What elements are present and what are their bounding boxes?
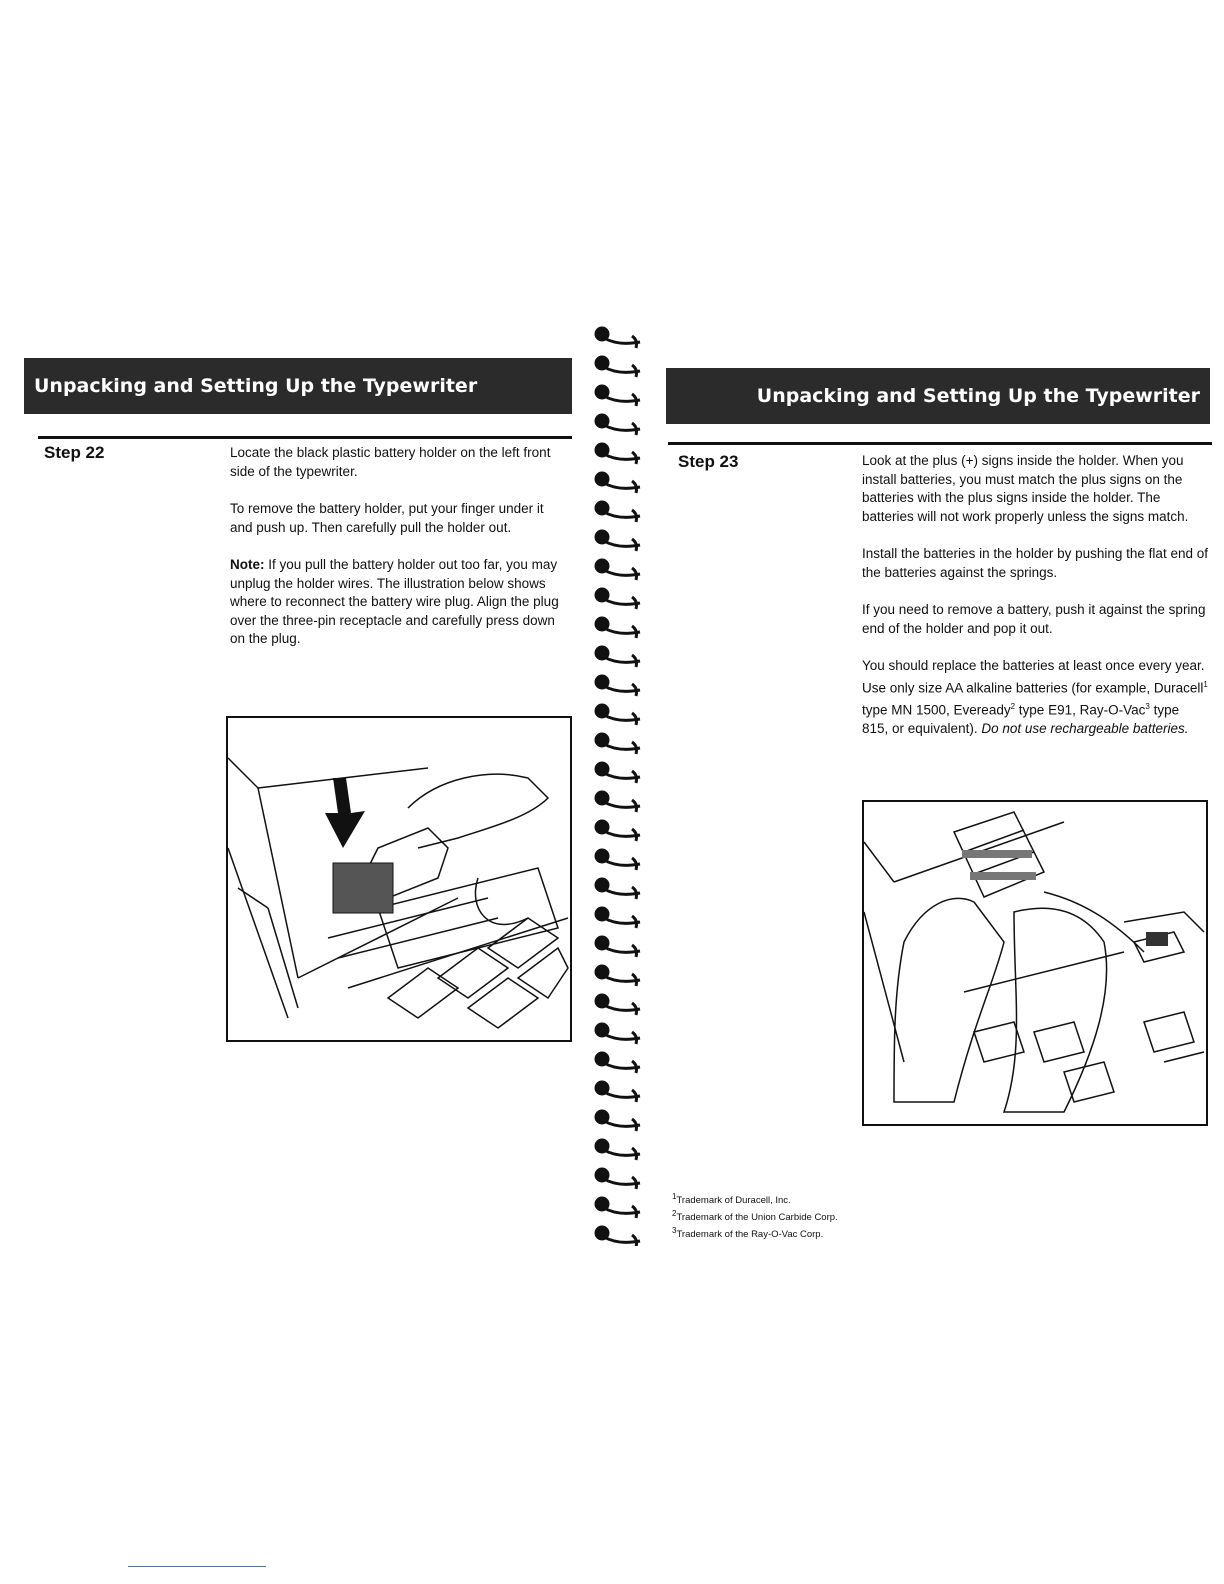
left-divider [38,436,572,439]
p4-sup-3: 3 [1145,701,1150,711]
step-22-text [230,444,566,668]
step-22-paragraph-1: Locate the black plastic battery holder on the left front side of the typewriter. [230,445,551,479]
p4-warning: Do not use rechargeable batteries. [981,720,1189,736]
bottom-underline [128,1566,266,1567]
battery-holder-removal-illustration [226,716,572,1042]
p4-pre: You should replace the batteries at least once every year. Use only size AA alkaline batteries (for example, Duracell [862,658,1205,695]
step-23-paragraph-2: Install the batteries in the holder by pushing the flat end of the batteries against the springs. [862,546,1208,580]
left-banner-title: Unpacking and Setting Up the Typewriter [34,375,478,397]
left-page-banner [24,358,572,414]
footnotes [672,1190,838,1241]
footnote-3-num: 3 [672,1226,677,1236]
footnote-2 [672,1207,838,1224]
spiral-binding [588,326,660,1246]
step-23-paragraph-1: Look at the plus (+) signs inside the holder. When you install batteries, you must match the plus signs on the batteries with the plus signs inside the holder. The batteries will not work properly unless the signs match. [862,453,1189,524]
right-page-banner [666,368,1210,424]
p4-sup-1: 1 [1203,679,1208,689]
p4-sup-2: 2 [1010,701,1016,711]
note-label: Note: [230,557,265,572]
step-22-label: Step 22 [44,443,105,462]
footnote-2-text: Trademark of the Union Carbide Corp. [676,1212,838,1224]
right-banner-title: Unpacking and Setting Up the Typewriter [756,385,1200,407]
step-22-paragraph-2: To remove the battery holder, put your finger under it and push up. Then carefully pull the holder out. [230,501,544,535]
step-23-text [862,452,1208,757]
typewriter-battery-drawing [228,718,570,1040]
hands-installing-batteries-drawing [864,802,1206,1124]
step-23-paragraph-4 [862,657,1208,738]
step-22-note [230,556,566,649]
footnote-1 [672,1190,838,1207]
footnote-1-text: Trademark of Duracell, Inc. [676,1195,791,1207]
footnote-3-text: Trademark of the Ray-O-Vac Corp. [676,1229,824,1241]
p4-mid-1: type MN 1500, Eveready [862,702,1011,717]
battery-install-illustration [862,800,1208,1126]
p4-post: type 815, or equivalent). [862,702,1180,736]
footnote-1-num: 1 [672,1192,677,1201]
step-23-paragraph-3: If you need to remove a battery, push it against the spring end of the holder and pop it out. [862,602,1206,636]
p4-mid-2: type E91, Ray-O-Vac [1015,702,1146,717]
note-text: If you pull the battery holder out too far, you may unplug the holder wires. The illustration below shows where to reconnect the battery wire plug. Align the plug over the three-pin receptacle and carefully press down on the plug. [230,557,559,646]
footnote-2-num: 2 [672,1209,677,1219]
right-divider [668,442,1212,445]
step-23-label: Step 23 [678,452,739,471]
footnote-3 [672,1224,838,1241]
